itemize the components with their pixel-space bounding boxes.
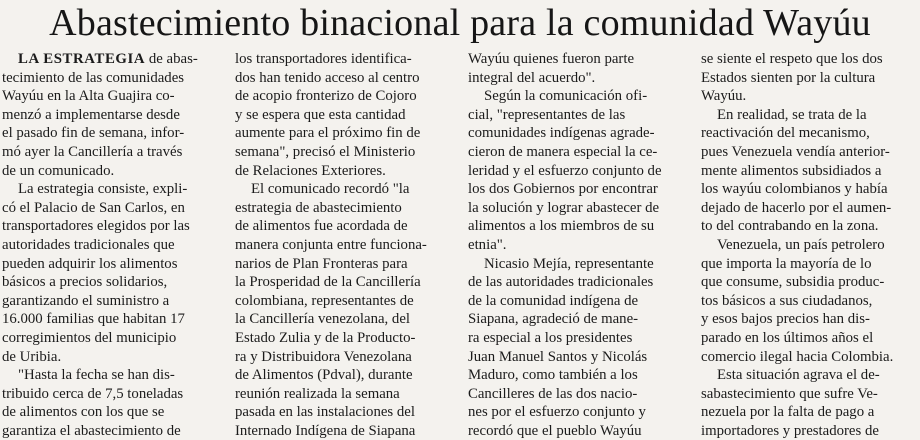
text-line: Wayúu.: [701, 88, 747, 105]
text-line: de un comunicado.: [2, 162, 115, 179]
text-line: autoridades tradicionales que: [2, 236, 175, 253]
text-line: que importa la mayoría de lo: [701, 255, 872, 272]
article-body: [2, 50, 916, 439]
paragraph: [701, 50, 916, 106]
text-line: [2, 50, 217, 69]
text-line: dos han tenido acceso al centro: [235, 69, 420, 86]
text-line: reactivación del mecanismo,: [701, 125, 870, 142]
text-line: narios de Plan Fronteras para: [235, 255, 408, 272]
text-line: la Prosperidad de la Cancillería: [235, 274, 421, 291]
text-line: de las autoridades tradicionales: [468, 274, 654, 291]
paragraph: [2, 366, 217, 440]
kicker: LA ESTRATEGIA: [18, 51, 146, 67]
text-line: colombiana, representantes de: [235, 292, 414, 309]
text-line: Internado Indígena de Siapana: [235, 422, 416, 439]
text-line: sabastecimiento que sufre Ve-: [701, 385, 878, 402]
paragraph: [2, 50, 217, 180]
text-line: nezuela por la falta de pago a: [701, 404, 875, 421]
text-line: dejado de hacerlo por el aumen-: [701, 199, 892, 216]
text-line: y se espera que esta cantidad: [235, 106, 406, 123]
text-line: de la comunidad indígena de: [468, 292, 639, 309]
text-line: En realidad, se trata de la: [717, 106, 867, 123]
text-line: integral del acuerdo".: [468, 69, 596, 86]
text-line: de acopio fronterizo de Cojoro: [235, 88, 417, 105]
text-line: Nicasio Mejía, representante: [484, 255, 654, 272]
text-line: pasada en las instalaciones del: [235, 404, 415, 421]
text-line: comercio ilegal hacia Colombia.: [701, 348, 894, 365]
text-line: Juan Manuel Santos y Nicolás: [468, 348, 648, 365]
text-line: etnia".: [468, 236, 507, 253]
text-line: "Hasta la fecha se han dis-: [18, 367, 175, 384]
text-line: alimentos a los miembros de su: [468, 218, 655, 235]
text-line: Esta situación agrava el de-: [717, 367, 880, 384]
text-line: ra especial a los presidentes: [468, 329, 633, 346]
text-line: recordó que el pueblo Wayúu: [468, 422, 642, 439]
text-line: de Relaciones Exteriores.: [235, 162, 386, 179]
text-line: semana", precisó el Ministerio: [235, 143, 416, 160]
text-line: menzó a implementarse desde: [2, 106, 180, 123]
paragraph: [468, 87, 683, 254]
text-line: de alimentos con los que se: [2, 404, 165, 421]
text-line: cial, "representantes de las: [468, 106, 626, 123]
text-line: to del contrabando en la zona.: [701, 218, 879, 235]
text-line: el pasado fin de semana, infor-: [2, 125, 185, 142]
text-line: comunidades indígenas agrade-: [468, 125, 655, 142]
text-line: El comunicado recordó "la: [251, 181, 410, 198]
text-line-rest: de abas-: [145, 51, 198, 67]
paragraph: [2, 180, 217, 366]
paragraph: [468, 50, 683, 87]
text-column-1: [2, 50, 217, 439]
text-column-4: [701, 50, 916, 439]
text-line: de alimentos fue acordada de: [235, 218, 408, 235]
text-line: la Cancillería venezolana, del: [235, 311, 411, 328]
text-line: estrategia de abastecimiento: [235, 199, 402, 216]
text-line: pues Venezuela vendía anterior-: [701, 143, 890, 160]
text-line: mente alimentos subsidiados a: [701, 162, 882, 179]
headline: Abastecimiento binacional para la comunidad Wayúu: [49, 2, 871, 44]
paragraph: [235, 50, 450, 180]
text-line: cieron de manera especial la ce-: [468, 143, 658, 160]
text-line: transportadores elegidos por las: [2, 218, 190, 235]
paragraph: [468, 255, 683, 440]
text-line: de Uribia.: [2, 348, 62, 365]
paragraph: [701, 236, 916, 366]
text-line: parado en los últimos años el: [701, 329, 874, 346]
text-line: importadores y prestadores de: [701, 422, 879, 439]
text-line: pueden adquirir los alimentos: [2, 255, 178, 272]
text-line: Siapana, agradeció de mane-: [468, 311, 639, 328]
text-line: Wayúu en la Alta Guajira co-: [2, 88, 175, 105]
text-line: có el Palacio de San Carlos, en: [2, 199, 185, 216]
text-column-2: [235, 50, 450, 439]
text-line: aumente para el próximo fin de: [235, 125, 421, 142]
text-line: ra y Distribuidora Venezolana: [235, 348, 412, 365]
text-line: Estado Zulia y de la Producto-: [235, 329, 416, 346]
text-line: garantiza el abastecimiento de: [2, 422, 181, 439]
text-line: se siente el respeto que los dos: [701, 51, 883, 67]
text-line: los transportadores identifica-: [235, 51, 412, 67]
text-line: Wayúu quienes fueron parte: [468, 51, 635, 67]
text-line: la solución y lograr abastecer de: [468, 199, 660, 216]
text-line: Estados sienten por la cultura: [701, 69, 876, 86]
paragraph: [235, 180, 450, 440]
text-line: garantizando el suministro a: [2, 292, 170, 309]
text-line: y esos bajos precios han dis-: [701, 311, 870, 328]
text-line: nes por el esfuerzo conjunto y: [468, 404, 646, 421]
text-line: mó ayer la Cancillería a través: [2, 143, 183, 160]
text-line: los dos Gobiernos por encontrar: [468, 181, 658, 198]
text-column-3: [468, 50, 683, 439]
text-line: La estrategia consiste, expli-: [18, 181, 188, 198]
paragraph: [701, 366, 916, 440]
text-line: tos básicos a sus ciudadanos,: [701, 292, 873, 309]
text-line: tribuido cerca de 7,5 toneladas: [2, 385, 184, 402]
text-line: los wayúu colombianos y había: [701, 181, 888, 198]
text-line: Cancilleres de las dos nacio-: [468, 385, 638, 402]
paragraph: [701, 106, 916, 236]
text-line: Venezuela, un país petrolero: [717, 236, 885, 253]
text-line: Maduro, como también a los: [468, 367, 638, 384]
text-line: básicos a precios solidarios,: [2, 274, 168, 291]
text-line: Según la comunicación ofi-: [484, 88, 648, 105]
text-line: manera conjunta entre funciona-: [235, 236, 427, 253]
text-line: leridad y el esfuerzo conjunto de: [468, 162, 662, 179]
text-line: de Alimentos (Pdval), durante: [235, 367, 413, 384]
text-line: 16.000 familias que habitan 17: [2, 311, 185, 328]
text-line: reunión realizada la semana: [235, 385, 400, 402]
text-line: que consume, subsidia produc-: [701, 274, 885, 291]
text-line: corregimientos del municipio: [2, 329, 177, 346]
text-line: tecimiento de las comunidades: [2, 69, 185, 86]
